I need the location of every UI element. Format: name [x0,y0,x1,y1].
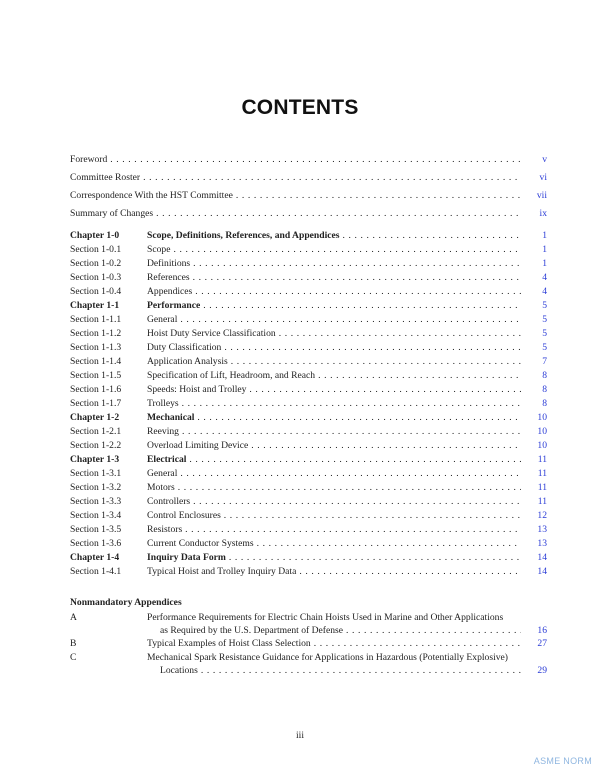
toc-title: Reeving . . . [147,425,521,439]
toc-title: Control Enclosures . . . [147,509,521,523]
toc-row[interactable] [70,243,547,257]
page-link[interactable]: v [542,154,547,165]
toc-title: Application Analysis . . . [147,355,521,369]
page-link[interactable]: 10 [537,412,547,423]
toc-title: Overload Limiting Device . . . [147,439,521,453]
toc-row[interactable] [70,369,547,383]
toc-title: Speeds: Hoist and Trolley . . . [147,383,521,397]
toc-title: Appendices . . . [147,285,521,299]
page-link[interactable]: ix [539,208,547,219]
page-link[interactable]: 5 [542,300,547,311]
toc-row[interactable] [70,171,547,185]
appendix-title-cont: Locations . . . [160,664,521,677]
page-link[interactable]: 11 [537,496,547,507]
page-link[interactable]: 11 [537,468,547,479]
toc-row[interactable] [70,495,547,509]
toc-title: Hoist Duty Service Classification . . . [147,327,521,341]
appendix-title: Mechanical Spark Resistance Guidance for Applications in Hazardous (Potentially Explosive) [147,652,508,663]
page-link[interactable]: 13 [537,538,547,549]
page-link[interactable]: 8 [542,384,547,395]
toc-row[interactable] [70,425,547,439]
page-link[interactable]: 12 [537,510,547,521]
toc-label: Section 1-2.2 [70,440,122,451]
toc-row[interactable] [70,285,547,299]
page-link[interactable]: 14 [537,566,547,577]
toc-title: Correspondence With the HST Committee . . . [70,189,521,203]
toc-title: Resistors . . . [147,523,521,537]
toc-row[interactable] [70,565,547,579]
toc-label: Section 1-1.5 [70,370,122,381]
toc-chapter-row[interactable] [70,299,547,313]
toc-label: Section 1-3.5 [70,524,122,535]
toc-row[interactable] [70,439,547,453]
appendix-letter: C [70,652,77,663]
toc-title: Summary of Changes . . . [70,207,521,221]
page-link[interactable]: 5 [542,328,547,339]
toc-label: Section 1-3.1 [70,468,122,479]
page-link[interactable]: 4 [542,272,547,283]
toc-title: Mechanical . . . [147,411,521,425]
toc-title: Trolleys . . . [147,397,521,411]
page-link[interactable]: 29 [537,665,547,676]
toc-title: Definitions . . . [147,257,521,271]
page-link[interactable]: 1 [542,244,547,255]
page-link[interactable]: 10 [537,440,547,451]
appendix-title: Typical Examples of Hoist Class Selection . . . [147,637,521,650]
toc-label: Section 1-2.1 [70,426,122,437]
toc-label: Section 1-3.4 [70,510,122,521]
toc-label: Section 1-0.4 [70,286,122,297]
toc-chapter-row[interactable] [70,453,547,467]
toc-title: Typical Hoist and Trolley Inquiry Data . . . [147,565,521,579]
toc-label: Chapter 1-4 [70,552,120,563]
toc-label: Section 1-1.1 [70,314,122,325]
toc-row[interactable] [70,341,547,355]
toc-label: Section 1-3.6 [70,538,122,549]
page-link[interactable]: 5 [542,342,547,353]
toc-row[interactable] [70,467,547,481]
toc-label: Section 1-1.7 [70,398,122,409]
page-number: iii [296,730,304,741]
appendices-heading: Nonmandatory Appendices [70,597,182,608]
toc-chapter-row[interactable] [70,411,547,425]
toc-row[interactable] [70,509,547,523]
toc-title: References . . . [147,271,521,285]
page-link[interactable]: 8 [542,398,547,409]
toc-label: Section 1-1.4 [70,356,122,367]
toc-row[interactable] [70,207,547,221]
toc-label: Chapter 1-2 [70,412,120,423]
toc-label: Section 1-3.2 [70,482,122,493]
toc-label: Section 1-0.1 [70,244,122,255]
toc-row[interactable] [70,153,547,167]
toc-row[interactable] [70,523,547,537]
front-matter-list [70,153,547,221]
toc-row[interactable] [70,383,547,397]
toc-row[interactable] [70,355,547,369]
page-link[interactable]: 8 [542,370,547,381]
toc-title: Motors . . . [147,481,521,495]
page-title: CONTENTS [241,96,359,119]
toc-label: Section 1-0.2 [70,258,122,269]
toc-title: Scope, Definitions, References, and Appendices . . . [147,229,521,243]
page-link[interactable]: vi [539,172,547,183]
toc-chapter-row[interactable] [70,229,547,243]
page-link[interactable]: vii [536,190,547,201]
watermark-logo: ASME NORM [533,756,592,766]
toc-row[interactable] [70,481,547,495]
toc-title: General . . . [147,467,521,481]
page-link[interactable]: 1 [542,230,547,241]
page-link[interactable]: 27 [537,638,547,649]
appendix-title-cont: as Required by the U.S. Department of Defense . . . [160,624,521,637]
toc-row[interactable] [70,397,547,411]
page-link[interactable]: 7 [542,356,547,367]
toc-title: Current Conductor Systems . . . [147,537,521,551]
toc-label: Section 1-1.2 [70,328,122,339]
toc-title: Performance . . . [147,299,521,313]
toc-row[interactable] [70,327,547,341]
appendix-letter: A [70,612,77,623]
toc-title: Committee Roster . . . [70,171,521,185]
page-link[interactable]: 5 [542,314,547,325]
toc-title: Foreword . . . [70,153,521,167]
toc-row[interactable] [70,189,547,203]
toc-row[interactable] [70,313,547,327]
toc-title: Specification of Lift, Headroom, and Reach . . . [147,369,521,383]
page-link[interactable]: 14 [537,552,547,563]
toc-title: General . . . [147,313,521,327]
toc-label: Chapter 1-3 [70,454,120,465]
page-link[interactable]: 16 [537,625,547,636]
page-link[interactable]: 10 [537,426,547,437]
toc-row[interactable] [70,537,547,551]
toc-chapter-row[interactable] [70,551,547,565]
toc-label: Section 1-0.3 [70,272,122,283]
toc-row[interactable] [70,271,547,285]
toc-title: Controllers . . . [147,495,521,509]
toc-row[interactable] [70,257,547,271]
toc-label: Chapter 1-1 [70,300,120,311]
appendix-letter: B [70,638,77,649]
appendix-title: Performance Requirements for Electric Chain Hoists Used in Marine and Other Applications [147,612,504,623]
toc-label: Section 1-3.3 [70,496,122,507]
page-link[interactable]: 11 [537,482,547,493]
toc-title: Electrical . . . [147,453,521,467]
toc-label: Section 1-4.1 [70,566,122,577]
toc-label: Chapter 1-0 [70,230,120,241]
page-link[interactable]: 13 [537,524,547,535]
page-link[interactable]: 11 [537,454,547,465]
toc-title: Inquiry Data Form . . . [147,551,521,565]
toc-list [70,229,547,579]
toc-label: Section 1-1.3 [70,342,122,353]
page-link[interactable]: 4 [542,286,547,297]
page-link[interactable]: 1 [542,258,547,269]
toc-title: Duty Classification . . . [147,341,521,355]
toc-title: Scope . . . [147,243,521,257]
toc-label: Section 1-1.6 [70,384,122,395]
